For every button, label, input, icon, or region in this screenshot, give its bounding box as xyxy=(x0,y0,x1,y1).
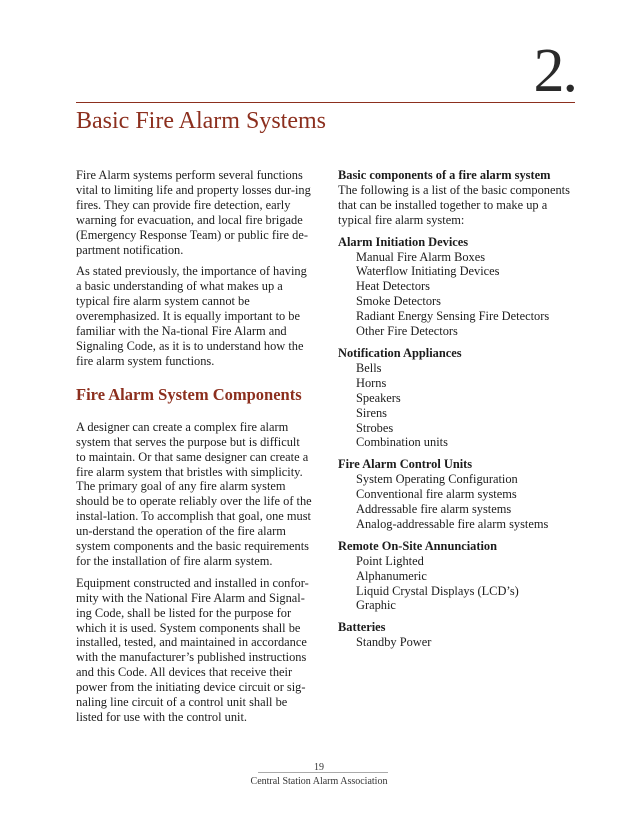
chapter-number: 2. xyxy=(533,37,576,105)
group-title: Remote On-Site Annunciation xyxy=(338,538,498,553)
list-item: Alphanumeric xyxy=(356,568,427,583)
components-heading: Basic components of a fire alarm system xyxy=(338,168,551,182)
component-group-alarm-initiation xyxy=(338,235,574,339)
section-paragraph-2: Equipment constructed and installed in confor-mity with the National Fire Alarm and Signal-ing Code, shall be listed for the purpose for which it is used. System components shall be installed, tested, and maintained in accordance with the manufacturer’s published instructions and this Code. All devices that receive their power from the initiating device circuit or sig-naling line circuit of a control unit shall be listed for use with the control unit. xyxy=(76,575,309,724)
component-group-batteries xyxy=(338,620,574,650)
section-paragraph-1: A designer can create a complex fire alarm system that serves the purpose but is difficult to maintain. Or that same designer can create a fire alarm system that bristles with simplicity. The primary goal of any fire alarm system should be to operate reliably over the life of the instal-lation. To accomplish that goal, one must un-derstand the operation of the fire alarm system components and the basic requirements for the installation of fire alarm system. xyxy=(76,419,312,568)
title-rule xyxy=(76,102,575,103)
list-item: Waterflow Initiating Devices xyxy=(356,264,500,279)
group-title: Alarm Initiation Devices xyxy=(338,234,469,249)
list-item: Analog-addressable fire alarm systems xyxy=(356,516,549,531)
list-item: Other Fire Detectors xyxy=(356,324,458,339)
page-title: Basic Fire Alarm Systems xyxy=(76,108,326,134)
list-item: Manual Fire Alarm Boxes xyxy=(356,249,486,264)
left-column xyxy=(76,168,312,732)
list-item: Conventional fire alarm systems xyxy=(356,487,517,502)
list-item: Horns xyxy=(356,375,387,390)
list-item: Bells xyxy=(356,360,382,375)
list-item: System Operating Configuration xyxy=(356,472,518,487)
section-heading: Fire Alarm System Components xyxy=(76,384,302,404)
page-number: 19 xyxy=(314,762,324,773)
intro-paragraph-2: As stated previously, the importance of having a basic understanding of what makes up a typical fire alarm system cannot be overemphasized. It is equally important to be familiar with the Na-tional Fire Alarm and Signaling Code, as it is to understand how the fire alarm system functions. xyxy=(76,264,307,368)
list-item: Sirens xyxy=(356,405,387,420)
list-item: Liquid Crystal Displays (LCD’s) xyxy=(356,583,519,598)
right-column xyxy=(338,168,574,657)
group-title: Batteries xyxy=(338,620,386,635)
list-item: Radiant Energy Sensing Fire Detectors xyxy=(356,309,550,324)
component-group-control-units xyxy=(338,457,574,532)
list-item: Standby Power xyxy=(356,635,432,650)
list-item: Combination units xyxy=(356,435,448,450)
list-item: Speakers xyxy=(356,390,401,405)
group-title: Fire Alarm Control Units xyxy=(338,457,473,472)
list-item: Point Lighted xyxy=(356,553,424,568)
list-item: Graphic xyxy=(356,598,396,613)
component-group-annunciation xyxy=(338,539,574,614)
component-group-notification xyxy=(338,346,574,450)
group-title: Notification Appliances xyxy=(338,345,462,360)
list-item: Heat Detectors xyxy=(356,279,430,294)
components-intro: The following is a list of the basic components that can be installed together to make up a typical fire alarm system: xyxy=(338,182,570,227)
footer-rule xyxy=(258,772,388,773)
footer-organization: Central Station Alarm Association xyxy=(250,776,388,787)
list-item: Strobes xyxy=(356,420,394,435)
intro-paragraph-1: Fire Alarm systems perform several functions vital to limiting life and property losses dur-ing fires. They can provide fire detection, early warning for evacuation, and local fire brigade (Emergency Response Team) or public fire de-partment notification. xyxy=(76,168,311,257)
list-item: Addressable fire alarm systems xyxy=(356,502,512,517)
list-item: Smoke Detectors xyxy=(356,294,441,309)
